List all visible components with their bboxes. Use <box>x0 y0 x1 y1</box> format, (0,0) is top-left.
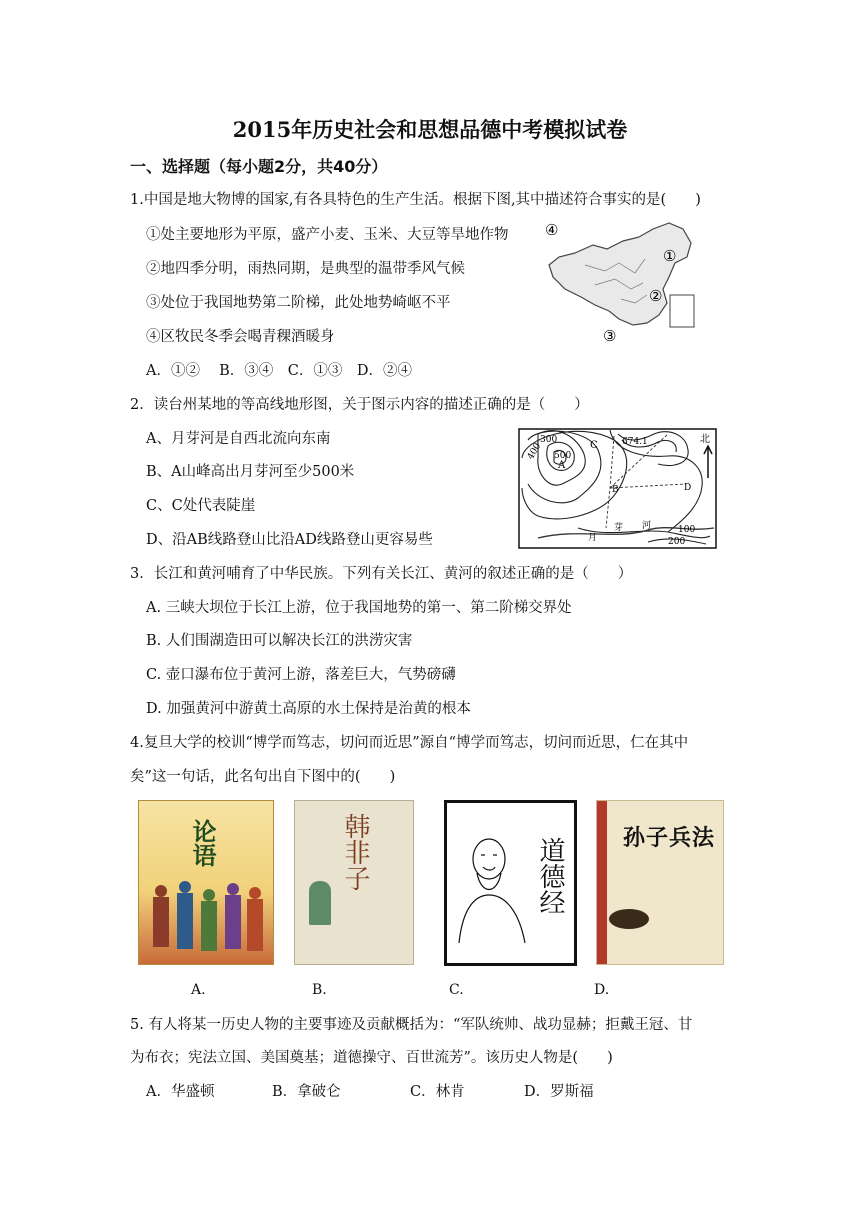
q3-option-b: B. 人们围湖造田可以解决长江的洪涝灾害 <box>146 633 413 649</box>
q1-item: ②地四季分明，雨热同期，是典型的温带季风气候 <box>146 261 465 277</box>
book-cover-hanfeizi <box>294 800 414 965</box>
q4-stem-line2: 矣”这一句话，此名句出自下图中的( ) <box>130 769 396 785</box>
caption-a: A. <box>191 982 206 998</box>
q1-item: ④区牧民冬季会喝青稞酒暖身 <box>146 329 335 345</box>
label-peak: 674.1 <box>622 437 648 447</box>
page-title: 2015年历史社会和思想品德中考模拟试卷 <box>232 117 628 142</box>
label-400: 400 <box>525 441 544 462</box>
book-cover-sunzi <box>596 800 724 965</box>
section-heading: 一、选择题（每小题2分，共40分） <box>130 157 388 176</box>
label-300: 300 <box>540 435 558 445</box>
book-title-hanfeizi: 韩非子 <box>340 813 370 891</box>
horse-illustration <box>609 909 649 929</box>
contour-map-figure <box>518 428 718 550</box>
map-marker-3: ③ <box>603 327 617 345</box>
label-river-3: 河 <box>642 521 652 531</box>
label-d: D <box>684 483 692 493</box>
q2-option-d: D、沿AB线路登山比沿AD线路登山更容易些 <box>146 532 433 548</box>
q1-stem: 1.中国是地大物博的国家,有各具特色的生产生活。根据下图,其中描述符合事实的是( ) <box>130 192 701 208</box>
map-marker-1: ① <box>663 247 677 265</box>
label-b: B <box>612 485 619 495</box>
q5-stem-line2: 为布衣；宪法立国、美国奠基；道德操守、百世流芳”。该历史人物是( ) <box>130 1050 613 1066</box>
q5-option-a: A．华盛顿 <box>146 1084 215 1100</box>
label-river-1: 月 <box>588 533 598 543</box>
q5-option-c: C．林肯 <box>410 1084 465 1100</box>
q2-option-c: C、C处代表陡崖 <box>146 498 256 514</box>
q5-option-d: D．罗斯福 <box>524 1084 594 1100</box>
q2-stem: 2．读台州某地的等高线地形图，关于图示内容的描述正确的是（ ） <box>130 397 589 413</box>
book-cover-lunyu <box>138 800 274 965</box>
q3-stem: 3．长江和黄河哺育了中华民族。下列有关长江、黄河的叙述正确的是（ ） <box>130 566 633 582</box>
caption-c: C. <box>449 982 464 998</box>
figures-illustration <box>145 877 267 959</box>
label-500: 500 <box>554 451 572 461</box>
q2-option-a: A、月芽河是自西北流向东南 <box>146 431 331 447</box>
q3-option-c: C. 壶口瀑布位于黄河上游，落差巨大，气势磅礴 <box>146 667 456 683</box>
caption-d: D. <box>594 982 610 998</box>
q1-item: ③处位于我国地势第二阶梯，此处地势崎岖不平 <box>146 295 451 311</box>
q5-stem-line1: 5. 有人将某一历史人物的主要事迹及贡献概括为：“军队统帅、战功显赫；拒戴王冠、甘 <box>130 1017 693 1033</box>
book-title-daodejing: 道德经 <box>535 837 565 915</box>
q1-options: A．①② B．③④ C．①③ D．②④ <box>146 363 412 379</box>
book-title-sunzi: 孙子兵法 <box>623 825 716 851</box>
china-map-figure <box>535 215 715 345</box>
map-marker-2: ② <box>649 287 663 305</box>
laozi-portrait <box>453 825 531 945</box>
label-100: 100 <box>678 525 696 535</box>
q3-option-a: A. 三峡大坝位于长江上游，位于我国地势的第一、第二阶梯交界处 <box>146 600 572 616</box>
q2-option-b: B、A山峰高出月芽河至少500米 <box>146 464 355 480</box>
q5-option-b: B．拿破仑 <box>272 1084 341 1100</box>
q1-item: ①处主要地形为平原，盛产小麦、玉米、大豆等旱地作物 <box>146 227 509 243</box>
q3-option-d: D. 加强黄河中游黄土高原的水土保持是治黄的根本 <box>146 701 471 717</box>
inset-box <box>670 295 694 327</box>
book-cover-daodejing <box>444 800 577 966</box>
label-200: 200 <box>668 537 686 547</box>
q4-stem-line1: 4.复旦大学的校训“博学而笃志，切问而近思”源自“博学而笃志，切问而近思，仁在其中 <box>130 735 689 751</box>
label-a: A <box>558 460 566 471</box>
figure-statue <box>309 881 331 925</box>
label-north: 北 <box>700 434 710 445</box>
label-c: C <box>590 440 598 451</box>
caption-b: B. <box>312 982 327 998</box>
book-title-lunyu: 论语 <box>188 819 217 867</box>
label-river-2: 芽 <box>614 523 624 533</box>
map-marker-4: ④ <box>545 221 559 239</box>
